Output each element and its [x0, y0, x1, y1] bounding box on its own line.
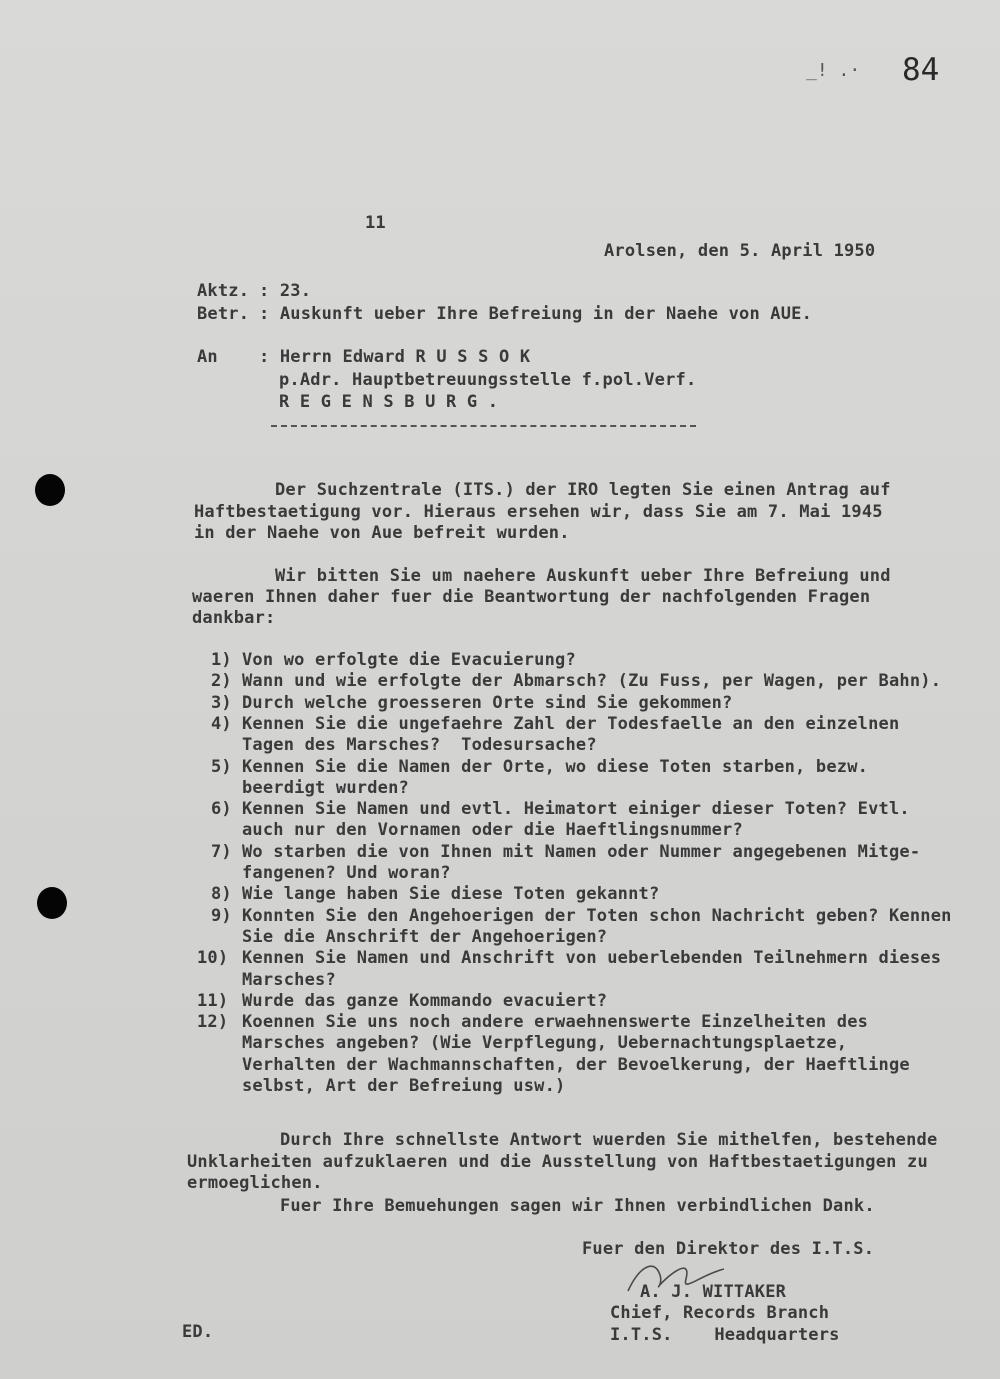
question-text-line: Kennen Sie Namen und Anschrift von ueberlebenden Teilnehmern dieses: [242, 948, 942, 969]
question-number: 3): [211, 692, 232, 713]
punch-hole-top: [35, 474, 65, 506]
signatory-org: I.T.S. Headquarters: [610, 1325, 840, 1345]
sheet-number: 11: [365, 213, 386, 233]
question-text-line: Wann und wie erfolgte der Abmarsch? (Zu Fuss, per Wagen, per Bahn).: [242, 671, 942, 692]
question-text-line: auch nur den Vornamen oder die Haeftlingsnummer?: [242, 820, 743, 841]
question-number: 11): [197, 990, 229, 1011]
place-date: Arolsen, den 5. April 1950: [604, 241, 876, 261]
corner-mark: _! .·: [806, 60, 861, 81]
question-text-line: Durch welche groesseren Orte sind Sie gekommen?: [242, 692, 733, 713]
question-text-line: Koennen Sie uns noch andere erwaehnenswerte Einzelheiten des: [242, 1012, 869, 1033]
question-text-line: Sie die Anschrift der Angehoerigen?: [242, 926, 608, 947]
question-number: 6): [211, 799, 232, 820]
question-text-line: Von wo erfolgte die Evacuierung?: [242, 650, 576, 670]
question-text-line: Konnten Sie den Angehoerigen der Toten schon Nachricht geben? Kennen: [242, 905, 952, 926]
question-number: 12): [197, 1012, 229, 1033]
question-text-line: Marsches?: [242, 969, 336, 990]
aktz-value: : 23.: [259, 281, 312, 301]
recipient-line-2: p.Adr. Hauptbetreuungsstelle f.pol.Verf.: [279, 370, 697, 390]
closing-for-line: Fuer den Direktor des I.T.S.: [582, 1239, 875, 1259]
paragraph-2-line-3: dankbar:: [192, 608, 276, 628]
aktz-label: Aktz.: [197, 281, 250, 301]
signatory-name: A. J. WITTAKER: [640, 1282, 787, 1302]
signatory-title: Chief, Records Branch: [610, 1303, 830, 1323]
paragraph-1-line-2: Haftbestaetigung vor. Hieraus ersehen wir, dass Sie am 7. Mai 1945: [194, 502, 883, 522]
recipient-line-1: : Herrn Edward R U S S O K: [259, 347, 531, 367]
question-number: 8): [211, 884, 232, 905]
thanks-line: Fuer Ihre Bemuehungen sagen wir Ihnen verbindlichen Dank.: [280, 1196, 875, 1216]
paragraph-3-line-3: ermoeglichen.: [187, 1173, 323, 1193]
betr-value: : Auskunft ueber Ihre Befreiung in der Naehe von AUE.: [259, 304, 813, 324]
question-number: 1): [211, 650, 232, 670]
page-number: 84: [902, 52, 940, 88]
paragraph-2-line-1: Wir bitten Sie um naehere Auskunft ueber Ihre Befreiung und: [275, 566, 891, 586]
question-number: 7): [211, 841, 232, 862]
question-number: 5): [211, 756, 232, 777]
paragraph-1-line-3: in der Naehe von Aue befreit wurden.: [194, 523, 570, 543]
question-text-line: beerdigt wurden?: [242, 777, 409, 798]
question-number: 2): [211, 671, 232, 692]
question-text-line: Wurde das ganze Kommando evacuiert?: [242, 990, 608, 1011]
question-number: 9): [211, 905, 232, 926]
question-number: 10): [197, 948, 229, 969]
question-text-line: Wie lange haben Sie diese Toten gekannt?: [242, 884, 660, 905]
question-text-line: Kennen Sie Namen und evtl. Heimatort einiger dieser Toten? Evtl.: [242, 799, 910, 820]
recipient-line-3: R E G E N S B U R G .: [279, 392, 499, 412]
punch-hole-bottom: [37, 887, 67, 919]
betr-label: Betr.: [197, 304, 250, 324]
paragraph-3-line-1: Durch Ihre schnellste Antwort wuerden Sie mithelfen, bestehende: [280, 1130, 938, 1150]
question-text-line: Wo starben die von Ihnen mit Namen oder Nummer angegebenen Mitge-: [242, 841, 921, 862]
question-text-line: Tagen des Marsches? Todesursache?: [242, 735, 597, 756]
question-number: 4): [211, 713, 232, 734]
question-text-line: selbst, Art der Befreiung usw.): [242, 1076, 566, 1096]
address-underline: [271, 425, 696, 427]
an-label: An: [197, 347, 218, 367]
question-text-line: Kennen Sie die ungefaehre Zahl der Todesfaelle an den einzelnen: [242, 713, 900, 734]
question-text-line: Kennen Sie die Namen der Orte, wo diese Toten starben, bezw.: [242, 756, 869, 777]
typist-initials: ED.: [182, 1322, 214, 1342]
paragraph-2-line-2: waeren Ihnen daher fuer die Beantwortung der nachfolgenden Fragen: [192, 587, 871, 607]
question-text-line: Marsches angeben? (Wie Verpflegung, Uebernachtungsplaetze,: [242, 1033, 848, 1054]
paragraph-1-line-1: Der Suchzentrale (ITS.) der IRO legten Sie einen Antrag auf: [275, 480, 891, 500]
question-text-line: fangenen? Und woran?: [242, 863, 451, 883]
paragraph-3-line-2: Unklarheiten aufzuklaeren und die Ausstellung von Haftbestaetigungen zu: [187, 1152, 928, 1172]
question-text-line: Verhalten der Wachmannschaften, der Bevoelkerung, der Haeftlinge: [242, 1054, 910, 1075]
